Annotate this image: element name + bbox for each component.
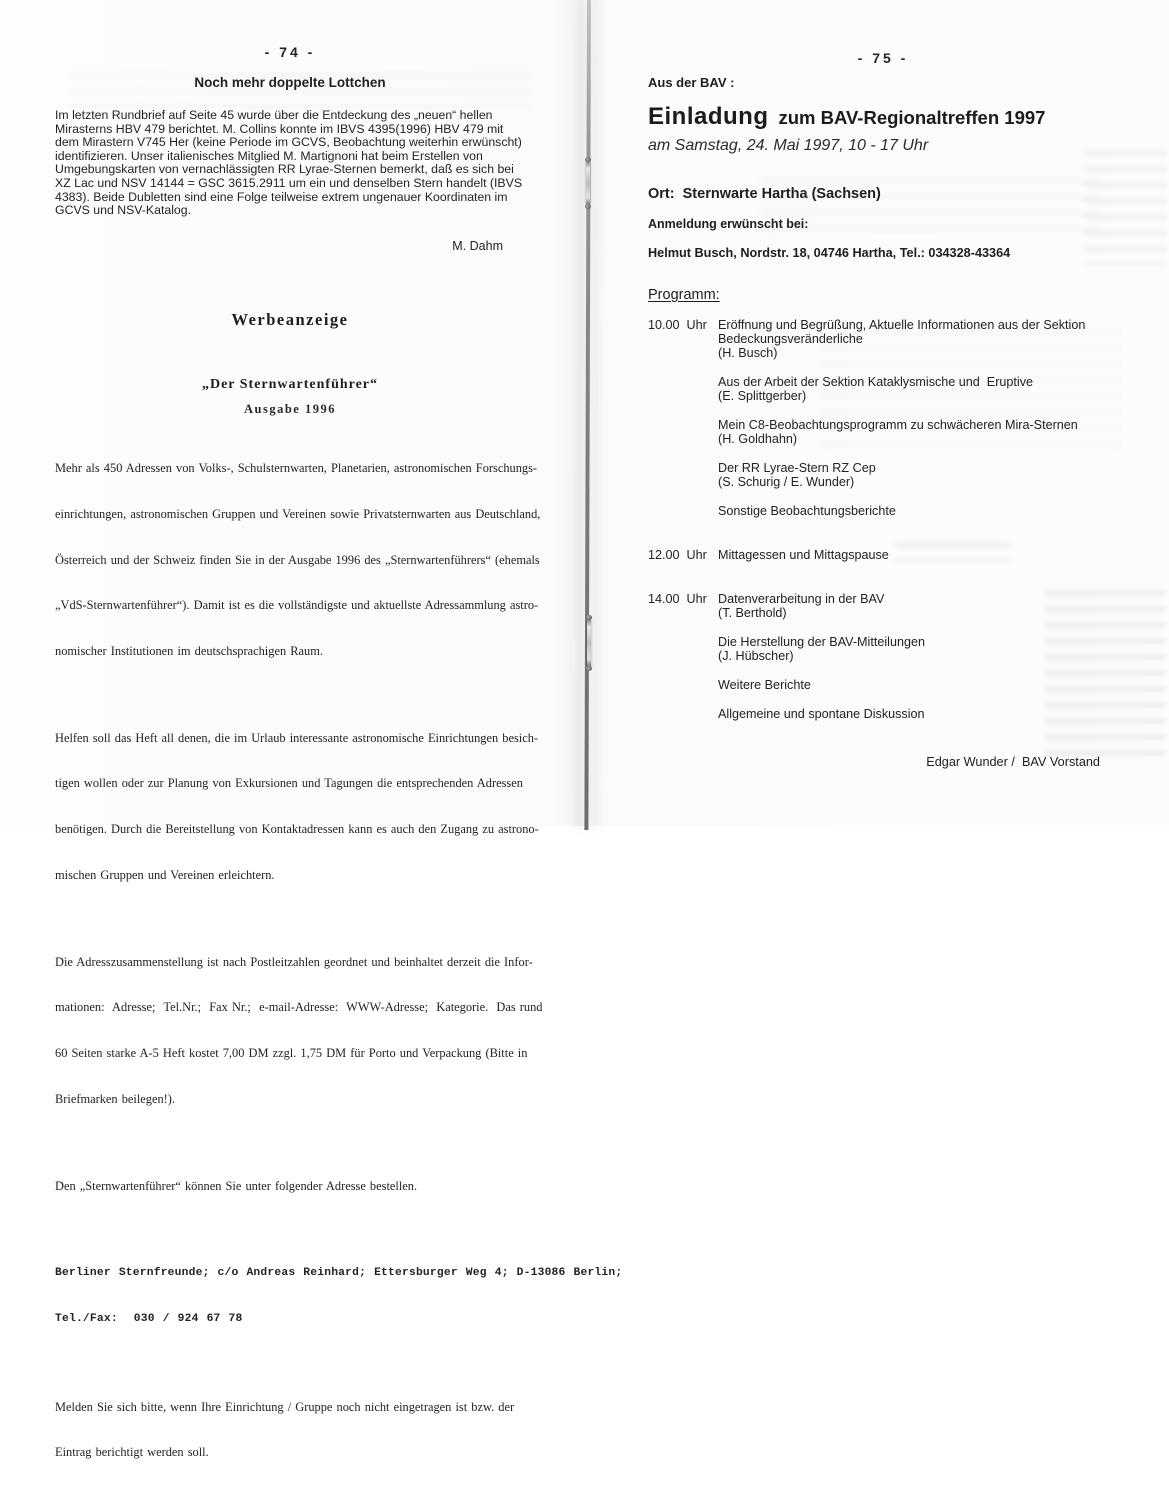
ad-paragraph-line: Österreich und der Schweiz finden Sie in der Ausgabe 1996 des „Sternwartenführers“ (ehemals [55,552,540,567]
ad-address-line: Tel./Fax: 030 / 924 67 78 [55,1313,243,1326]
location-line: Ort: Sternwarte Hartha (Sachsen) [648,186,881,202]
program-item-line: (S. Schurig / E. Wunder) [718,475,855,489]
ad-title: „Der Sternwartenführer“ [201,377,379,392]
program-item-line: Allgemeine und spontane Diskussion [718,707,925,721]
staple-end [586,615,592,620]
article-line: XZ Lac und NSV 14144 = GSC 3615.2911 um ein und denselben Stern handelt (IBVS [55,175,523,190]
ad-paragraph-line: mischen Gruppen und Vereinen erleichtern. [55,867,275,882]
program-item [718,707,1118,721]
program-item [718,375,1118,403]
program-item-line: (E. Splittgerber) [718,389,807,403]
registration-label: Anmeldung erwünscht bei: [648,217,809,231]
ad-paragraph-line: 60 Seiten starke A-5 Heft kostet 7,00 DM zzgl. 1,75 DM für Porto und Verpackung (Bitte in [55,1045,528,1060]
program-slot [648,318,1118,518]
invitation-title [648,103,1148,131]
ad-paragraph [55,700,555,913]
program-item-line: (H. Busch) [718,346,778,360]
article-signature: M. Dahm [452,239,503,253]
registration-contact: Helmut Busch, Nordstr. 18, 04746 Hartha, Tel.: 034328-43364 [648,246,1011,260]
program-item-line: Die Herstellung der BAV-Mitteilungen [718,635,925,649]
ad-paragraph-line: nomischer Institutionen im deutschsprachigen Raum. [55,643,323,658]
ad-paragraph-line: mationen: Adresse; Tel.Nr.; Fax Nr.; e-mail-Adresse: WWW-Adresse; Kategorie. Das rund [55,1000,543,1015]
program-item-line: Aus der Arbeit der Sektion Kataklysmische und Eruptive [718,375,1034,389]
article-line: 4383). Beide Dubletten sind eine Folge teilweise extrem ungenauer Koordinaten im [55,189,508,204]
article-body [55,109,545,218]
program-time: 12.00 Uhr [648,548,707,562]
program-item [718,418,1118,446]
ad-subtitle: Ausgabe 1996 [244,402,336,416]
ad-paragraph-line: Die Adresszusammenstellung ist nach Postleitzahlen geordnet und beinhaltet derzeit die Infor- [55,954,533,969]
left-page-number: - 74 - [264,44,316,60]
ad-paragraph-line: Mehr als 450 Adressen von Volks-, Schulsternwarten, Planetarien, astronomischen Forschungs- [55,461,538,476]
article-line: identifizieren. Unser italienisches Mitglied M. Martignoni hat beim Erstellen von [55,148,483,163]
ad-paragraph-line: einrichtungen, astronomischen Gruppen und Vereinen sowie Privatsternwarten aus Deutschland, [55,507,541,522]
program-item-line: Der RR Lyrae-Stern RZ Cep [718,461,876,475]
ad-order-address [55,1235,623,1358]
ad-paragraph [55,431,555,689]
program-item [718,461,1118,489]
program-item [718,635,1118,663]
program-item-line: Bedeckungsveränderliche [718,332,863,346]
program-item-line: Datenverarbeitung in der BAV [718,592,885,606]
article-line: GCVS und NSV-Katalog. [55,203,192,218]
ad-paragraph-line: Helfen soll das Heft all denen, die im Urlaub interessante astronomische Einrichtungen besich- [55,730,539,745]
program-item [718,592,1118,620]
article-line: Im letzten Rundbrief auf Seite 45 wurde über die Entdeckung des „neuen“ hellen [55,108,493,122]
bleed-through-smudge [1085,150,1165,265]
program-item-line: (J. Hübscher) [718,649,794,663]
ad-paragraph-line: Briefmarken beilegen!). [55,1091,176,1106]
program-item-line: Weitere Berichte [718,678,811,692]
staple-end [585,157,591,162]
program-slot [648,548,1118,562]
invitation-signature: Edgar Wunder / BAV Vorstand [926,755,1100,769]
article-line: dem Mirastern V745 Her (keine Periode im GCVS, Beobachtung weiterhin erwünscht) [55,135,522,150]
binding-fold [584,0,591,830]
invitation-date: am Samstag, 24. Mai 1997, 10 - 17 Uhr [648,137,929,154]
ad-address-line: Berliner Sternfreunde; c/o Andreas Reinhard; Ettersburger Weg 4; D-13086 Berlin; [55,1266,623,1279]
ad-paragraph-line: Den „Sternwartenführer“ können Sie unter folgender Adresse bestellen. [55,1178,418,1193]
program-item [718,504,1118,518]
program-item [718,548,1118,562]
ad-paragraph-line: benötigen. Durch die Bereitstellung von Kontaktadressen kann es auch den Zugang zu astrono- [55,822,539,837]
ad-paragraph-line: „VdS-Sternwartenführer“). Damit ist es die vollständigste und aktuellste Adressammlung astro- [55,598,539,613]
ad-paragraph-line: Melden Sie sich bitte, wenn Ihre Einrichtung / Gruppe noch nicht eingetragen ist bzw. der [55,1399,515,1414]
program-item-line: Mein C8-Beobachtungsprogramm zu schwächeren Mira-Sternen [718,418,1078,432]
ad-paragraph [55,924,555,1137]
invitation-title-suffix: zum BAV-Regionaltreffen 1997 [778,107,1046,128]
right-page-number: - 75 - [857,50,909,66]
kicker: Aus der BAV : [648,75,735,90]
ad-section-title: Werbeanzeige [231,310,349,329]
program-slot [648,592,1118,721]
program-item [718,678,1118,692]
staple-end [586,666,592,671]
program-item-line: (T. Berthold) [718,606,787,620]
program-time: 14.00 Uhr [648,592,707,606]
program-item-line: (H. Goldhahn) [718,432,798,446]
program-item [718,318,1118,360]
ad-paragraph [55,1369,555,1491]
program-heading: Programm: [648,287,720,303]
invitation-title-main: Einladung [648,103,769,130]
article-line: Umgebungskarten von vernachlässigten RR Lyrae-Sternen bemerkt, daß es sich bei [55,162,514,177]
staple-end [585,204,591,209]
staple-bottom [587,618,591,668]
article-title: Noch mehr doppelte Lottchen [194,75,386,90]
ad-paragraph [55,1148,555,1224]
ad-paragraph-line: tigen wollen oder zur Planung von Exkursionen und Tagungen die entsprechenden Adressen [55,776,523,791]
program-item-line: Eröffnung und Begrüßung, Aktuelle Informationen aus der Sektion [718,318,1086,332]
ad-paragraph-line: Eintrag berichtigt werden soll. [55,1445,209,1460]
program-item-line: Mittagessen und Mittagspause [718,548,889,562]
staple-top [586,160,590,206]
program-item-line: Sonstige Beobachtungsberichte [718,504,896,518]
program-time: 10.00 Uhr [648,318,707,332]
program-schedule [648,318,1118,751]
article-line: Mirasterns HBV 479 berichtet. M. Collins konnte im IBVS 4395(1996) HBV 479 mit [55,121,504,136]
ad-body [55,431,623,1502]
